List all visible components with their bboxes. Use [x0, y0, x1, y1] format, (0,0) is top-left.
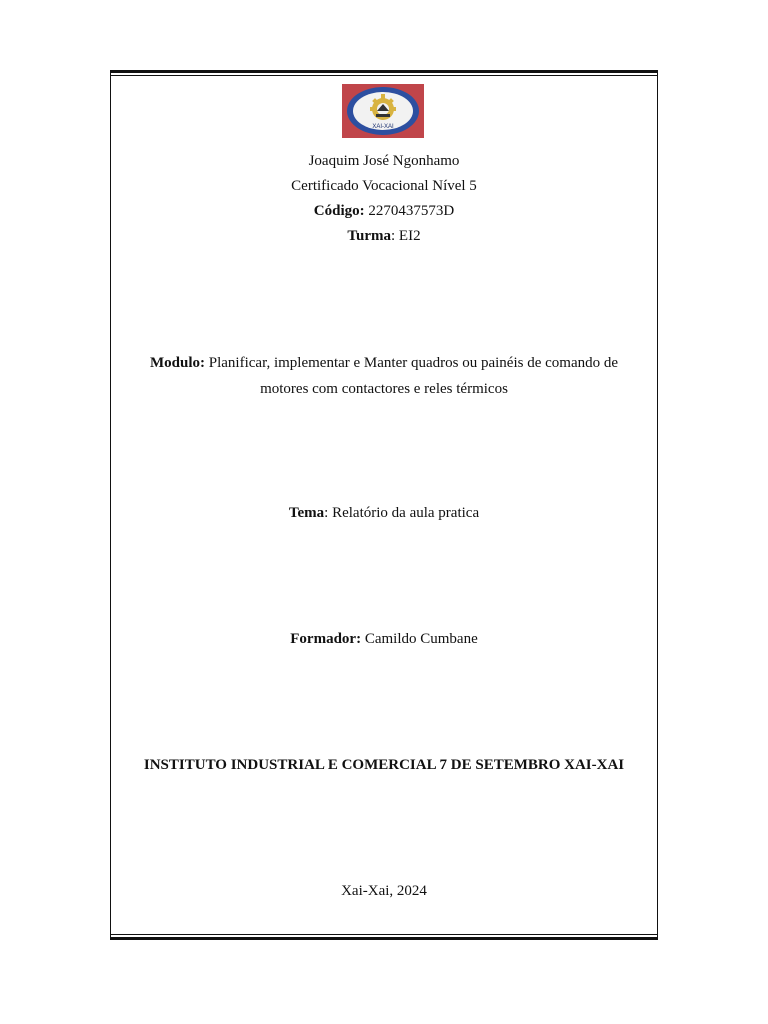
code-label: Código: — [313, 203, 365, 219]
theme-label: Tema — [288, 505, 325, 521]
theme — [110, 504, 658, 522]
class-value: : EI2 — [391, 228, 421, 244]
student-name: Joaquim José Ngonhamo — [308, 153, 460, 169]
student-code — [110, 202, 658, 220]
student-class — [110, 227, 658, 245]
institute-name: INSTITUTO INDUSTRIAL E COMERCIAL 7 DE SETEMBRO XAI-XAI — [143, 757, 625, 773]
theme-value: : Relatório da aula pratica — [324, 505, 480, 521]
module-label: Modulo: — [149, 355, 205, 371]
certificate-level: Certificado Vocacional Nível 5 — [291, 178, 477, 194]
border-bottom — [110, 934, 658, 940]
place-date: Xai-Xai, 2024 — [341, 883, 427, 899]
module-description — [130, 350, 638, 402]
border-top — [110, 70, 658, 76]
module-text: Planificar, implementar e Manter quadros ou painéis de comando de motores com contactores e reles térmicos — [205, 355, 619, 397]
class-label: Turma — [347, 228, 392, 244]
logo-text: XAI-XAI — [372, 124, 394, 130]
trainer-value: Camildo Cumbane — [361, 631, 478, 647]
code-value: 2270437573D — [364, 203, 455, 219]
trainer-label: Formador: — [290, 631, 362, 647]
trainer — [110, 630, 658, 648]
school-logo — [342, 84, 424, 138]
